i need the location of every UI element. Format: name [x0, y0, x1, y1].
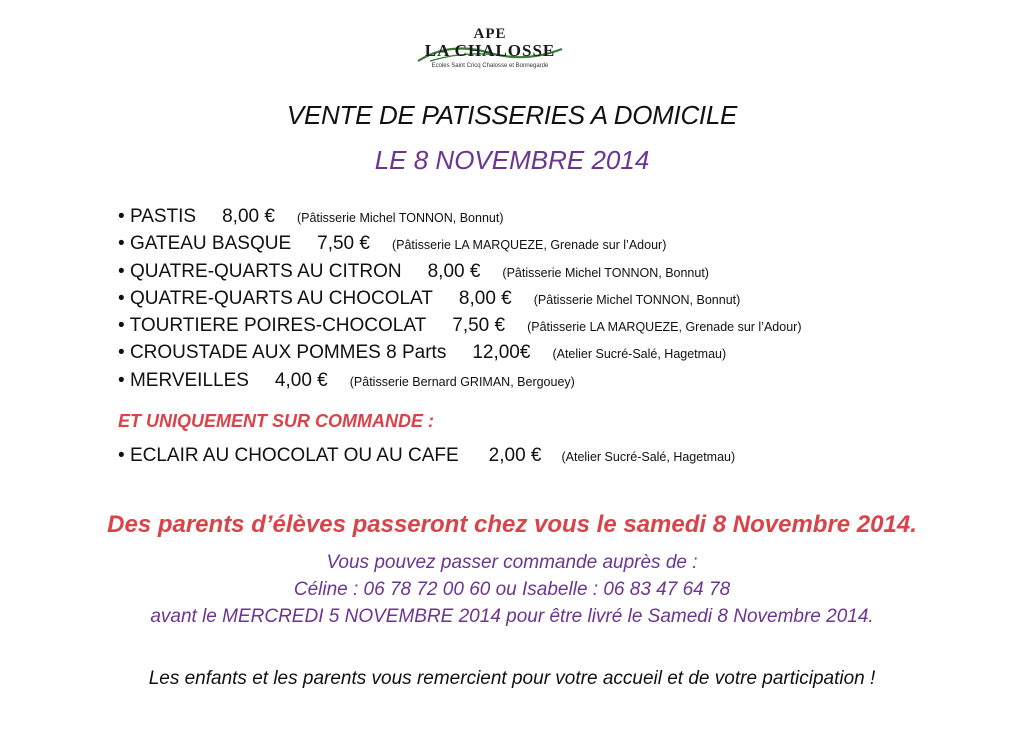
item-source: (Atelier Sucré-Salé, Hagetmau) — [561, 450, 736, 464]
logo-tagline: Ecoles Saint Cricq Chalosse et Bonnegarde — [431, 63, 549, 69]
item-price: 8,00 € — [458, 287, 512, 309]
item-price: 7,50 € — [317, 233, 370, 255]
logo-name-text: LA CHALOSSE — [424, 41, 556, 60]
item-name: MERVEILLES — [129, 369, 249, 391]
bullet: • — [118, 287, 125, 309]
item-name: QUATRE-QUARTS AU CITRON — [129, 260, 402, 282]
list-item — [118, 370, 801, 397]
list-item — [118, 342, 801, 369]
item-name: TOURTIERE POIRES-CHOCOLAT — [129, 315, 427, 337]
bullet: • — [118, 369, 125, 391]
item-source: (Pâtisserie Michel TONNON, Bonnut) — [296, 211, 504, 225]
ape-logo — [410, 26, 570, 82]
list-item — [118, 261, 801, 288]
item-name: CROUSTADE AUX POMMES 8 Parts — [129, 342, 447, 364]
item-source: (Pâtisserie Michel TONNON, Bonnut) — [533, 292, 741, 307]
list-item — [118, 206, 801, 233]
bullet: • — [118, 260, 125, 282]
event-date: LE 8 NOVEMBRE 2014 — [374, 145, 650, 175]
item-source: (Atelier Sucré-Salé, Hagetmau) — [552, 347, 727, 362]
item-source: (Pâtisserie Michel TONNON, Bonnut) — [502, 265, 709, 280]
list-item — [118, 288, 801, 315]
item-source: (Pâtisserie LA MARQUEZE, Grenade sur l’Adour) — [527, 320, 802, 335]
list-item — [118, 233, 801, 260]
pastry-list — [118, 206, 801, 397]
item-price: 4,00 € — [274, 369, 328, 391]
item-price: 7,50 € — [452, 315, 506, 337]
order-only-heading: ET UNIQUEMENT SUR COMMANDE : — [118, 411, 434, 431]
item-price: 2,00 € — [488, 445, 542, 466]
item-price: 8,00 € — [222, 206, 275, 227]
bullet: • — [118, 206, 125, 227]
item-name: ECLAIR AU CHOCOLAT OU AU CAFE — [129, 445, 459, 466]
item-source: (Pâtisserie Bernard GRIMAN, Bergouey) — [349, 374, 575, 389]
item-name: GATEAU BASQUE — [129, 233, 292, 255]
contact-line-1: Vous pouvez passer commande auprès de : — [326, 552, 698, 573]
contact-deadline: avant le MERCREDI 5 NOVEMBRE 2014 pour être livré le Samedi 8 Novembre 2014. — [150, 606, 874, 627]
item-name: QUATRE-QUARTS AU CHOCOLAT — [129, 287, 433, 309]
bullet: • — [118, 315, 125, 337]
order-only-item — [118, 445, 735, 467]
announcement: Des parents d’élèves passeront chez vous le samedi 8 Novembre 2014. — [107, 511, 917, 538]
list-item — [118, 315, 801, 342]
item-price: 12,00€ — [472, 342, 531, 364]
contact-phones: Céline : 06 78 72 00 60 ou Isabelle : 06 83 47 64 78 — [293, 579, 731, 600]
item-name: PASTIS — [129, 206, 197, 227]
thanks-message: Les enfants et les parents vous remercient pour votre accueil et de votre participation ! — [148, 668, 876, 689]
bullet: • — [118, 445, 125, 466]
page-title: VENTE DE PATISSERIES A DOMICILE — [286, 100, 738, 130]
bullet: • — [118, 342, 125, 364]
item-source: (Pâtisserie LA MARQUEZE, Grenade sur l’Adour) — [391, 238, 667, 253]
item-price: 8,00 € — [427, 260, 481, 282]
logo-ape-text: APE — [473, 26, 507, 42]
bullet: • — [118, 233, 125, 255]
